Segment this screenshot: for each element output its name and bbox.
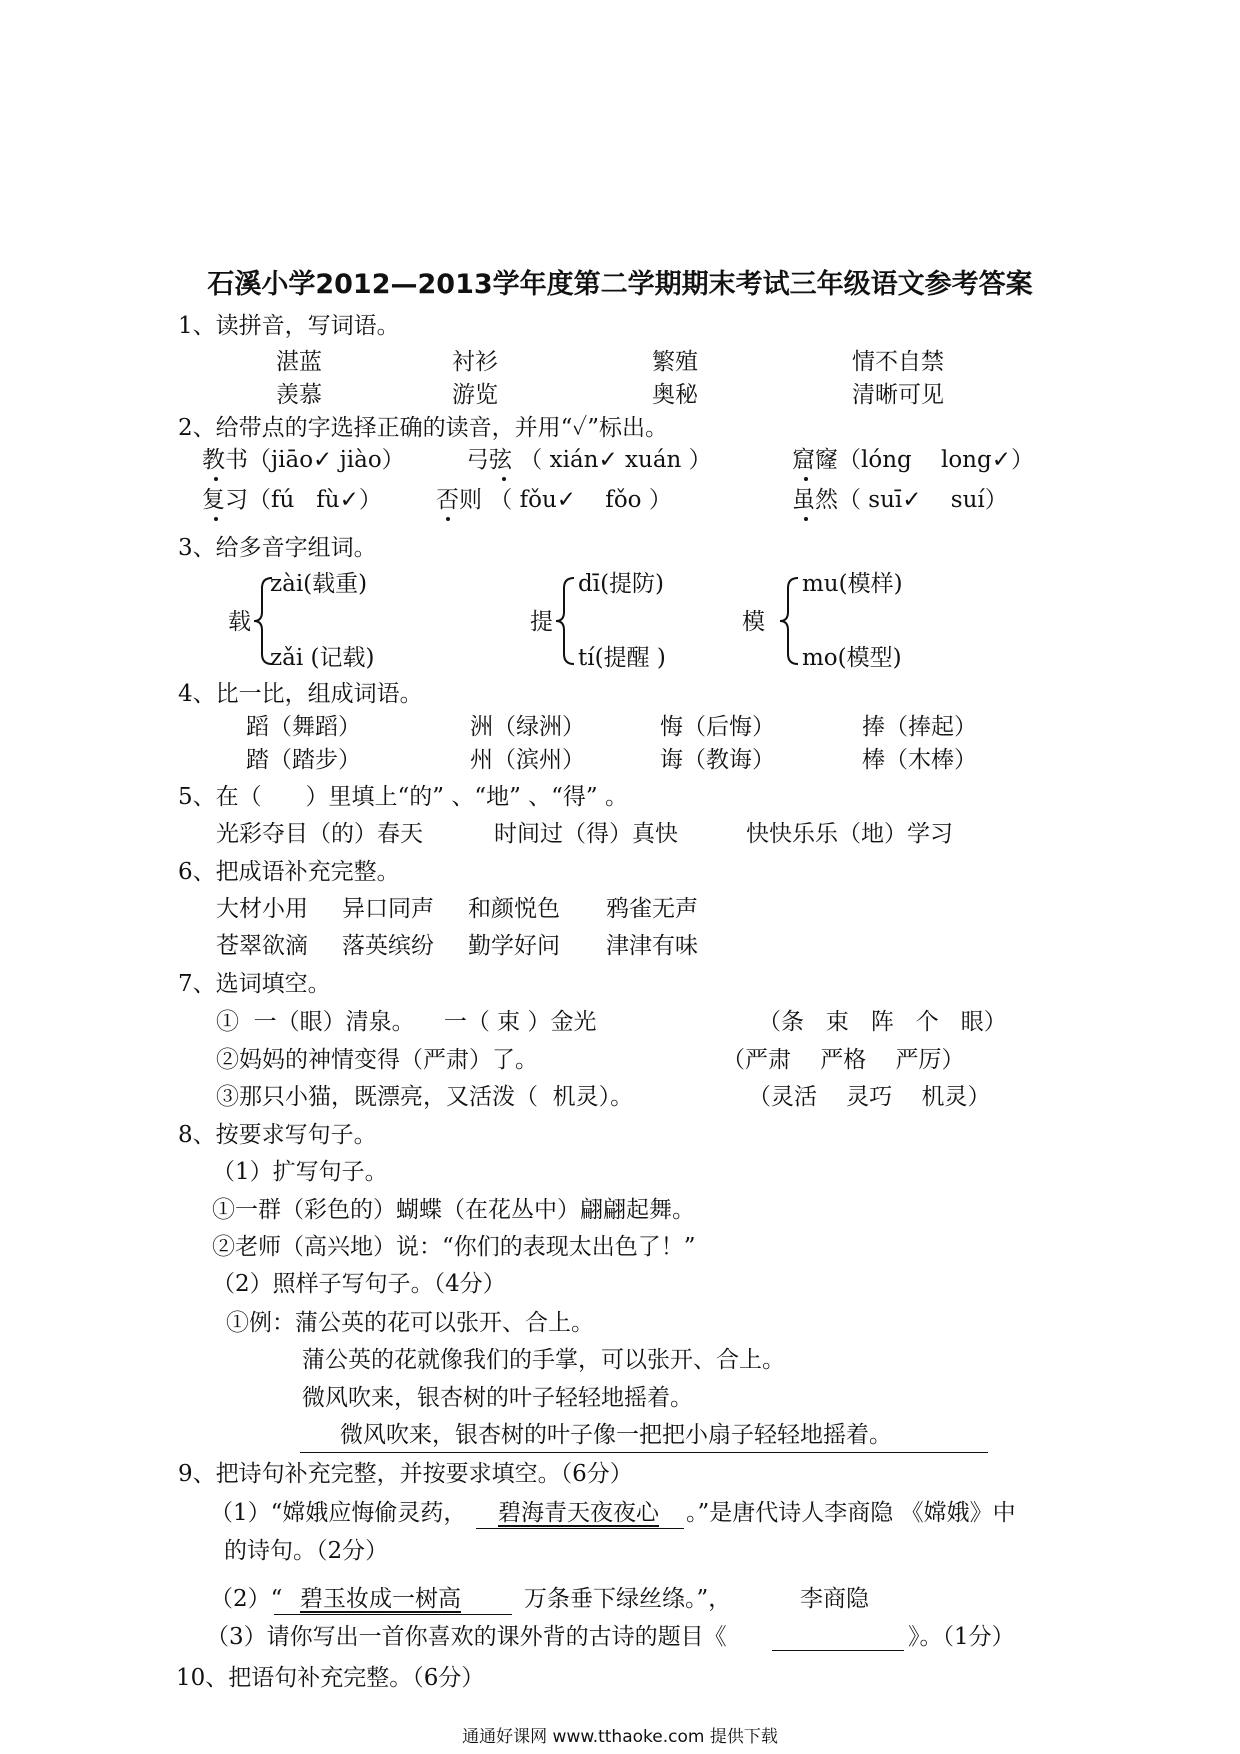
q9-p1-answer: 碧海青天夜夜心 — [498, 1500, 659, 1526]
q3-reading: mo(模型) — [802, 645, 902, 671]
q1-word: 奥秘 — [652, 382, 698, 408]
q1-word: 湛蓝 — [276, 349, 322, 375]
q8-example-answer: 蒲公英的花就像我们的手掌，可以张开、合上。 — [302, 1347, 785, 1373]
q4-heading: 4、比一比，组成词语。 — [178, 681, 423, 707]
emphasis-dot — [214, 477, 218, 481]
q2-item: 否则 （ fǒu✓ fǒo ） — [436, 487, 672, 513]
q8-prompt: 微风吹来，银杏树的叶子轻轻地摇着。 — [302, 1385, 693, 1411]
q9-p3-post: 》。（1分） — [908, 1624, 1015, 1650]
q6-idiom: 苍翠欲滴 — [216, 933, 308, 959]
answer-blank — [772, 1650, 904, 1651]
q3-reading: zǎi (记载) — [270, 645, 375, 671]
q3-heading: 3、给多音字组词。 — [178, 535, 377, 561]
q5-heading: 5、在（ ）里填上“的” 、“地” 、“得” 。 — [178, 784, 628, 810]
emphasis-dot — [804, 477, 808, 481]
q9-p2-post: 万条垂下绿丝绦。”， — [524, 1586, 732, 1612]
q9-p1-pre: （1）“嫦娥应悔偷灵药， — [210, 1500, 467, 1526]
q5-answer: 快快乐乐（地）学习 — [746, 821, 953, 847]
q6-idiom: 和颜悦色 — [468, 896, 560, 922]
q3-reading: zài(载重) — [270, 571, 368, 597]
answer-underline — [300, 1452, 988, 1453]
q1-word: 衬衫 — [452, 349, 498, 375]
q9-p1-post: 。”是唐代诗人李商隐 《嫦娥》中 — [686, 1500, 1016, 1526]
brace-icon — [778, 576, 802, 666]
q9-p2-answer: 碧玉妆成一树高 — [300, 1586, 461, 1612]
page-title: 石溪小学2012—2013学年度第二学期期末考试三年级语文参考答案 — [207, 269, 1033, 300]
q8-sub2: （2）照样子写句子。（4分） — [212, 1271, 506, 1297]
q5-answer: 光彩夺目（的）春天 — [216, 821, 423, 847]
q6-idiom: 津津有味 — [606, 933, 698, 959]
q3-char: 提 — [530, 609, 553, 635]
q9-p2-author: 李商隐 — [800, 1586, 869, 1612]
q6-idiom: 鸦雀无声 — [606, 896, 698, 922]
q3-reading: mu(模样) — [802, 571, 903, 597]
q6-idiom: 勤学好问 — [468, 933, 560, 959]
q4-word: 洲（绿洲） — [470, 714, 585, 740]
q5-answer: 时间过（得）真快 — [494, 821, 678, 847]
q7-sentence: ②妈妈的神情变得（严肃）了。 — [216, 1047, 538, 1073]
q9-p3-pre: （3）请你写出一首你喜欢的课外背的古诗的题目《 — [206, 1624, 727, 1650]
q6-heading: 6、把成语补充完整。 — [178, 859, 400, 885]
q1-heading: 1、读拼音，写词语。 — [178, 313, 400, 339]
q9-heading: 9、把诗句补充完整，并按要求填空。（6分） — [178, 1461, 633, 1487]
answer-underline — [476, 1528, 684, 1529]
q9-p2-pre: （2）“ — [210, 1586, 283, 1612]
q9-p1-cont: 的诗句。（2分） — [224, 1538, 389, 1564]
q3-reading: tí(提醒 ) — [578, 645, 666, 671]
q4-word: 悔（后悔） — [660, 714, 775, 740]
q4-word: 州（滨州） — [470, 747, 585, 773]
q7-options: （严肃 严格 严厉） — [722, 1047, 965, 1073]
q2-heading: 2、给带点的字选择正确的读音，并用“✓”标出。 — [178, 415, 668, 441]
q3-char: 模 — [742, 609, 765, 635]
q2-item: 复习（fú fù✓） — [202, 487, 382, 513]
q10-heading: 10、把语句补充完整。（6分） — [176, 1665, 485, 1691]
q6-idiom: 异口同声 — [342, 896, 434, 922]
q2-item: 虽然（ suī✓ suí） — [792, 487, 1008, 513]
q7-options: （灵活 灵巧 机灵） — [748, 1084, 991, 1110]
emphasis-dot — [804, 517, 808, 521]
footer-credit: 通通好课网 www.tthaoke.com 提供下载 — [462, 1727, 778, 1747]
q7-sentence: ③那只小猫，既漂亮，又活泼（ 机灵）。 — [216, 1084, 634, 1110]
q7-sentence: ① 一（眼）清泉。 一（ 束 ）金光 — [216, 1009, 597, 1035]
q1-word: 情不自禁 — [852, 349, 944, 375]
q2-item: 教书（jiāo✓ jiào） — [202, 447, 405, 473]
q3-char: 载 — [228, 609, 251, 635]
emphasis-dot — [446, 517, 450, 521]
q1-word: 清晰可见 — [852, 382, 944, 408]
emphasis-dot — [502, 477, 506, 481]
q3-reading: dī(提防) — [578, 571, 665, 597]
q8-heading: 8、按要求写句子。 — [178, 1122, 377, 1148]
q8-example: ①例：蒲公英的花可以张开、合上。 — [226, 1310, 594, 1336]
q7-options: （条 束 阵 个 眼） — [758, 1009, 1007, 1035]
q8-sub1-a: ①一群（彩色的）蝴蝶（在花丛中）翩翩起舞。 — [212, 1197, 695, 1223]
q7-heading: 7、选词填空。 — [178, 971, 331, 997]
q4-word: 诲（教诲） — [660, 747, 775, 773]
q6-idiom: 落英缤纷 — [342, 933, 434, 959]
q1-word: 繁殖 — [652, 349, 698, 375]
brace-icon — [554, 576, 578, 666]
q2-item: 弓弦 （ xián✓ xuán ） — [466, 447, 712, 473]
answer-underline — [274, 1614, 512, 1615]
emphasis-dot — [214, 517, 218, 521]
q4-word: 踏（踏步） — [246, 747, 361, 773]
q1-word: 羡慕 — [276, 382, 322, 408]
q6-idiom: 大材小用 — [216, 896, 308, 922]
q2-item: 窟窿（lóng long✓） — [792, 447, 1034, 473]
q8-sub1: （1）扩写句子。 — [212, 1159, 388, 1185]
q8-sub1-b: ②老师（高兴地）说：“你们的表现太出色了！” — [212, 1234, 696, 1260]
q8-answer: 微风吹来，银杏树的叶子像一把把小扇子轻轻地摇着。 — [340, 1422, 892, 1448]
q4-word: 棒（木棒） — [862, 747, 977, 773]
q1-word: 游览 — [452, 382, 498, 408]
q4-word: 蹈（舞蹈） — [246, 714, 361, 740]
q4-word: 捧（捧起） — [862, 714, 977, 740]
